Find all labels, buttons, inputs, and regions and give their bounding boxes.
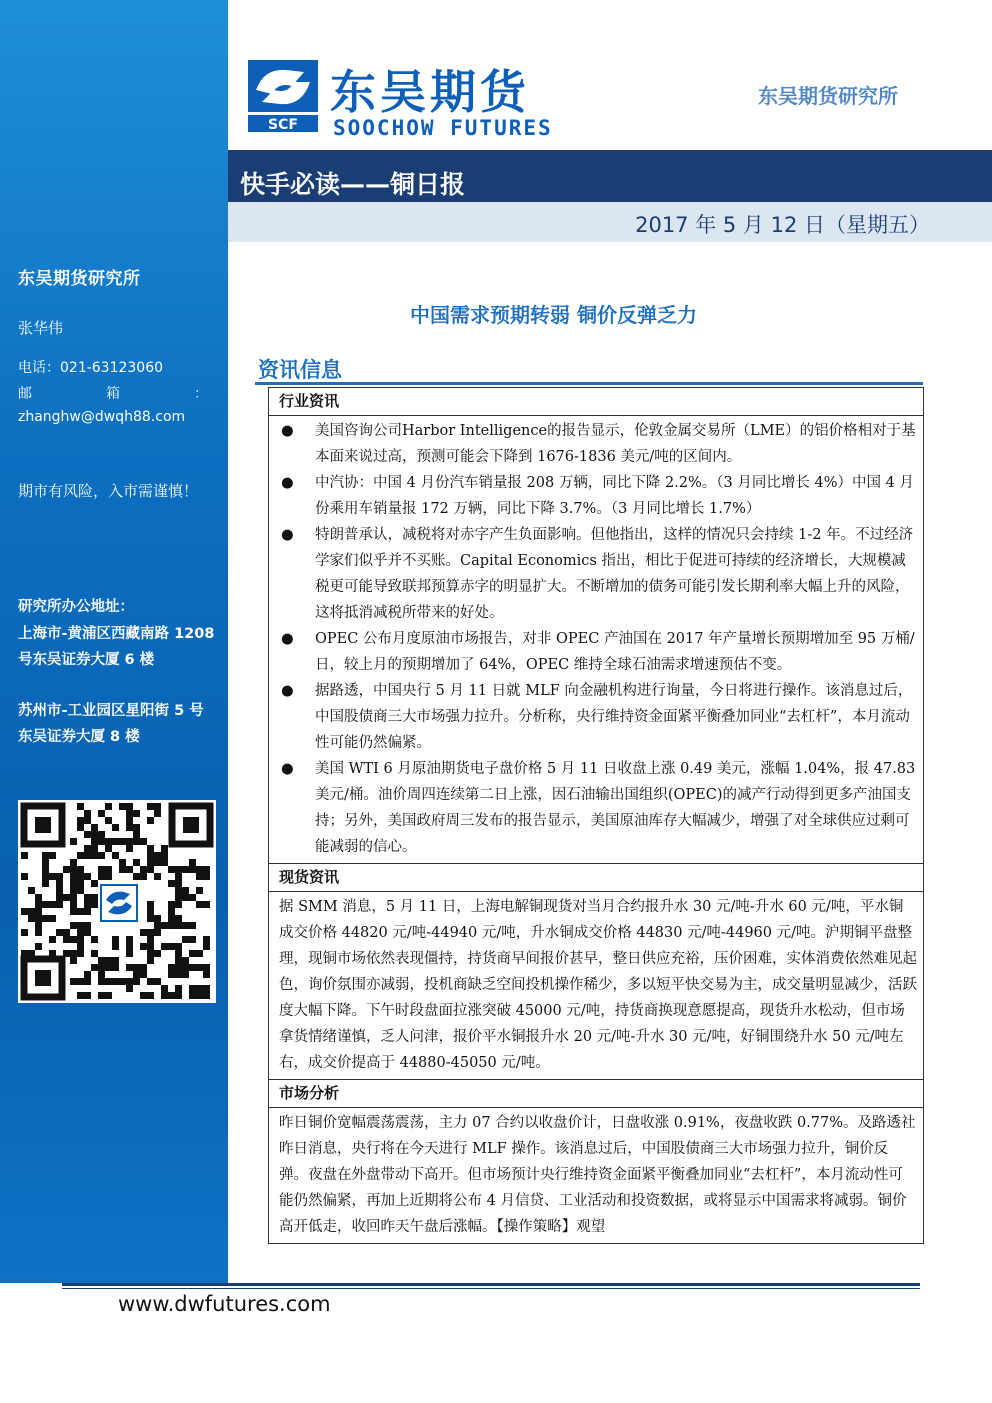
list-item-text: 据路透，中国央行 5 月 11 日就 MLF 向金融机构进行询量，今日将进行操作。该消息过后，中国股债商三大市场强力拉升。分析称，央行维持资金面紧平衡叠加同业“去杠杆”，本月流动性可能仍然偏紧。 [315,683,913,751]
qr-code [18,800,216,1003]
qr-logo-icon [100,884,138,922]
headline: 中国需求预期转弱 铜价反弹乏力 [410,303,697,327]
address-suzhou: 苏州市-工业园区星阳街 5 号东吴证券大厦 8 楼 [18,703,204,745]
section-divider [255,382,923,385]
list-item [279,626,917,678]
market-header: 市场分析 [269,1080,923,1108]
bullet-icon: ● [281,761,294,777]
email-link[interactable]: zhanghw@dwqh88.com [18,409,186,425]
phone: 电话：021-63123060 [18,360,164,376]
analyst-name: 张华伟 [18,319,64,337]
footer-divider-thin [62,1288,920,1289]
list-item [279,678,917,756]
list-item-text: 美国咨询公司Harbor Intelligence的报告显示，伦敦金属交易所（LME）的铝价格相对于基本面来说过高，预测可能会下降到 1676-1836 美元/吨的区间内。 [315,423,916,465]
bullet-icon: ● [281,475,294,491]
footer-divider [62,1283,920,1286]
section-title: 资讯信息 [258,358,342,382]
report-date: 2017 年 5 月 12 日（星期五） [635,213,930,237]
market-text: 昨日铜价宽幅震荡震荡，主力 07 合约以收盘价计，日盘收涨 0.91%，夜盘收跌 0.77%。及路透社昨日消息，央行将在今天进行 MLF 操作。该消息过后，中国股债商三大市场强力拉升，铜价反弹。夜盘在外盘带动下高开。但市场预计央行维持资金面紧平衡叠加同业“去杠杆”，本月流动性可能仍然偏紧，再加上近期将公布 4 月信贷、工业活动和投资数据，或将显示中国需求将减弱。铜价高开低走，收回昨天午盘后涨幅。【操作策略】观望 [269,1108,923,1244]
industry-header: 行业资讯 [269,388,923,416]
brand-name-cn: 东吴期货 [330,65,530,119]
footer-url[interactable]: www.dwfutures.com [118,1292,331,1316]
list-item [279,470,917,522]
bullet-icon: ● [281,423,294,439]
list-item [279,522,917,626]
header-org: 东吴期货研究所 [758,84,898,108]
sidebar [0,0,228,1283]
industry-list [269,416,923,864]
bullet-icon: ● [281,631,294,647]
address-label: 研究所办公地址： [18,599,134,615]
list-item-text: 特朗普承认，减税将对赤字产生负面影响。但他指出，这样的情况只会持续 1-2 年。不过经济学家们似乎并不买账。Capital Economics 指出，相比于促进可持续的经济增长，大规模减税更可能导致联邦预算赤字的明显扩大。不断增加的债务可能引发长期利率大幅上升的风险，这将抵消减税所带来的好处。 [315,527,914,621]
bullet-icon: ● [281,683,294,699]
bullet-icon: ● [281,527,294,543]
brand-logo-icon [248,60,318,132]
logo-text: SCF [268,117,298,132]
email-label [18,383,208,403]
list-item-text: 中汽协：中国 4 月份汽车销量报 208 万辆，同比下降 2.2%。（3 月同比增长 4%）中国 4 月份乘用车销量报 172 万辆，同比下降 3.7%。（3 月同比增长 1.7%） [315,475,914,517]
address-shanghai: 上海市-黄浦区西藏南路 1208 号东吴证券大厦 6 楼 [18,626,215,668]
info-table [268,387,924,1244]
email-label-char: 邮 [18,386,32,402]
list-item [279,756,917,860]
spot-header: 现货资讯 [269,864,923,892]
list-item-text: OPEC 公布月度原油市场报告，对非 OPEC 产油国在 2017 年产量增长预期增加至 95 万桶/日，较上月的预期增加了 64%，OPEC 维持全球石油需求增速预估不变。 [315,631,915,673]
email-label-char: ： [194,386,208,402]
email-label-char: 箱 [106,386,120,402]
spot-text: 据 SMM 消息，5 月 11 日，上海电解铜现货对当月合约报升水 30 元/吨-升水 60 元/吨，平水铜成交价格 44820 元/吨-44940 元/吨，升水铜成交价格 44830 元/吨-44960 元/吨。沪期铜平盘整理，现铜市场依然表现僵持，持货商早间报价甚早，整日供应充裕，压价困难，实体消费依然难见起色，询价氛围亦减弱，投机商缺乏空间投机操作稀少，多以短平快交易为主，成交量明显减少，活跃度大幅下降。下午时段盘面拉涨突破 45000 元/吨，持货商换现意愿提高，现货升水松动，但市场拿货情绪谨慎，乏人问津，报价平水铜报升水 20 元/吨-升水 30 元/吨，好铜围绕升水 50 元/吨左右，成交价提高于 44880-45050 元/吨。 [269,892,923,1080]
report-title: 快手必读——铜日报 [240,170,466,199]
list-item [279,418,917,470]
brand-name-en: SOOCHOW FUTURES [333,116,553,140]
list-item-text: 美国 WTI 6 月原油期货电子盘价格 5 月 11 日收盘上涨 0.49 美元，涨幅 1.04%，报 47.83 美元/桶。油价周四连续第二日上涨，因石油输出国组织(OPEC)的减产行动得到更多产油国支持；另外，美国政府周三发布的报告显示，美国原油库存大幅减少，增强了对全球供应过剩可能减弱的信心。 [315,761,916,855]
sidebar-org: 东吴期货研究所 [18,269,141,289]
risk-notice: 期市有风险，入市需谨慎！ [18,482,199,500]
